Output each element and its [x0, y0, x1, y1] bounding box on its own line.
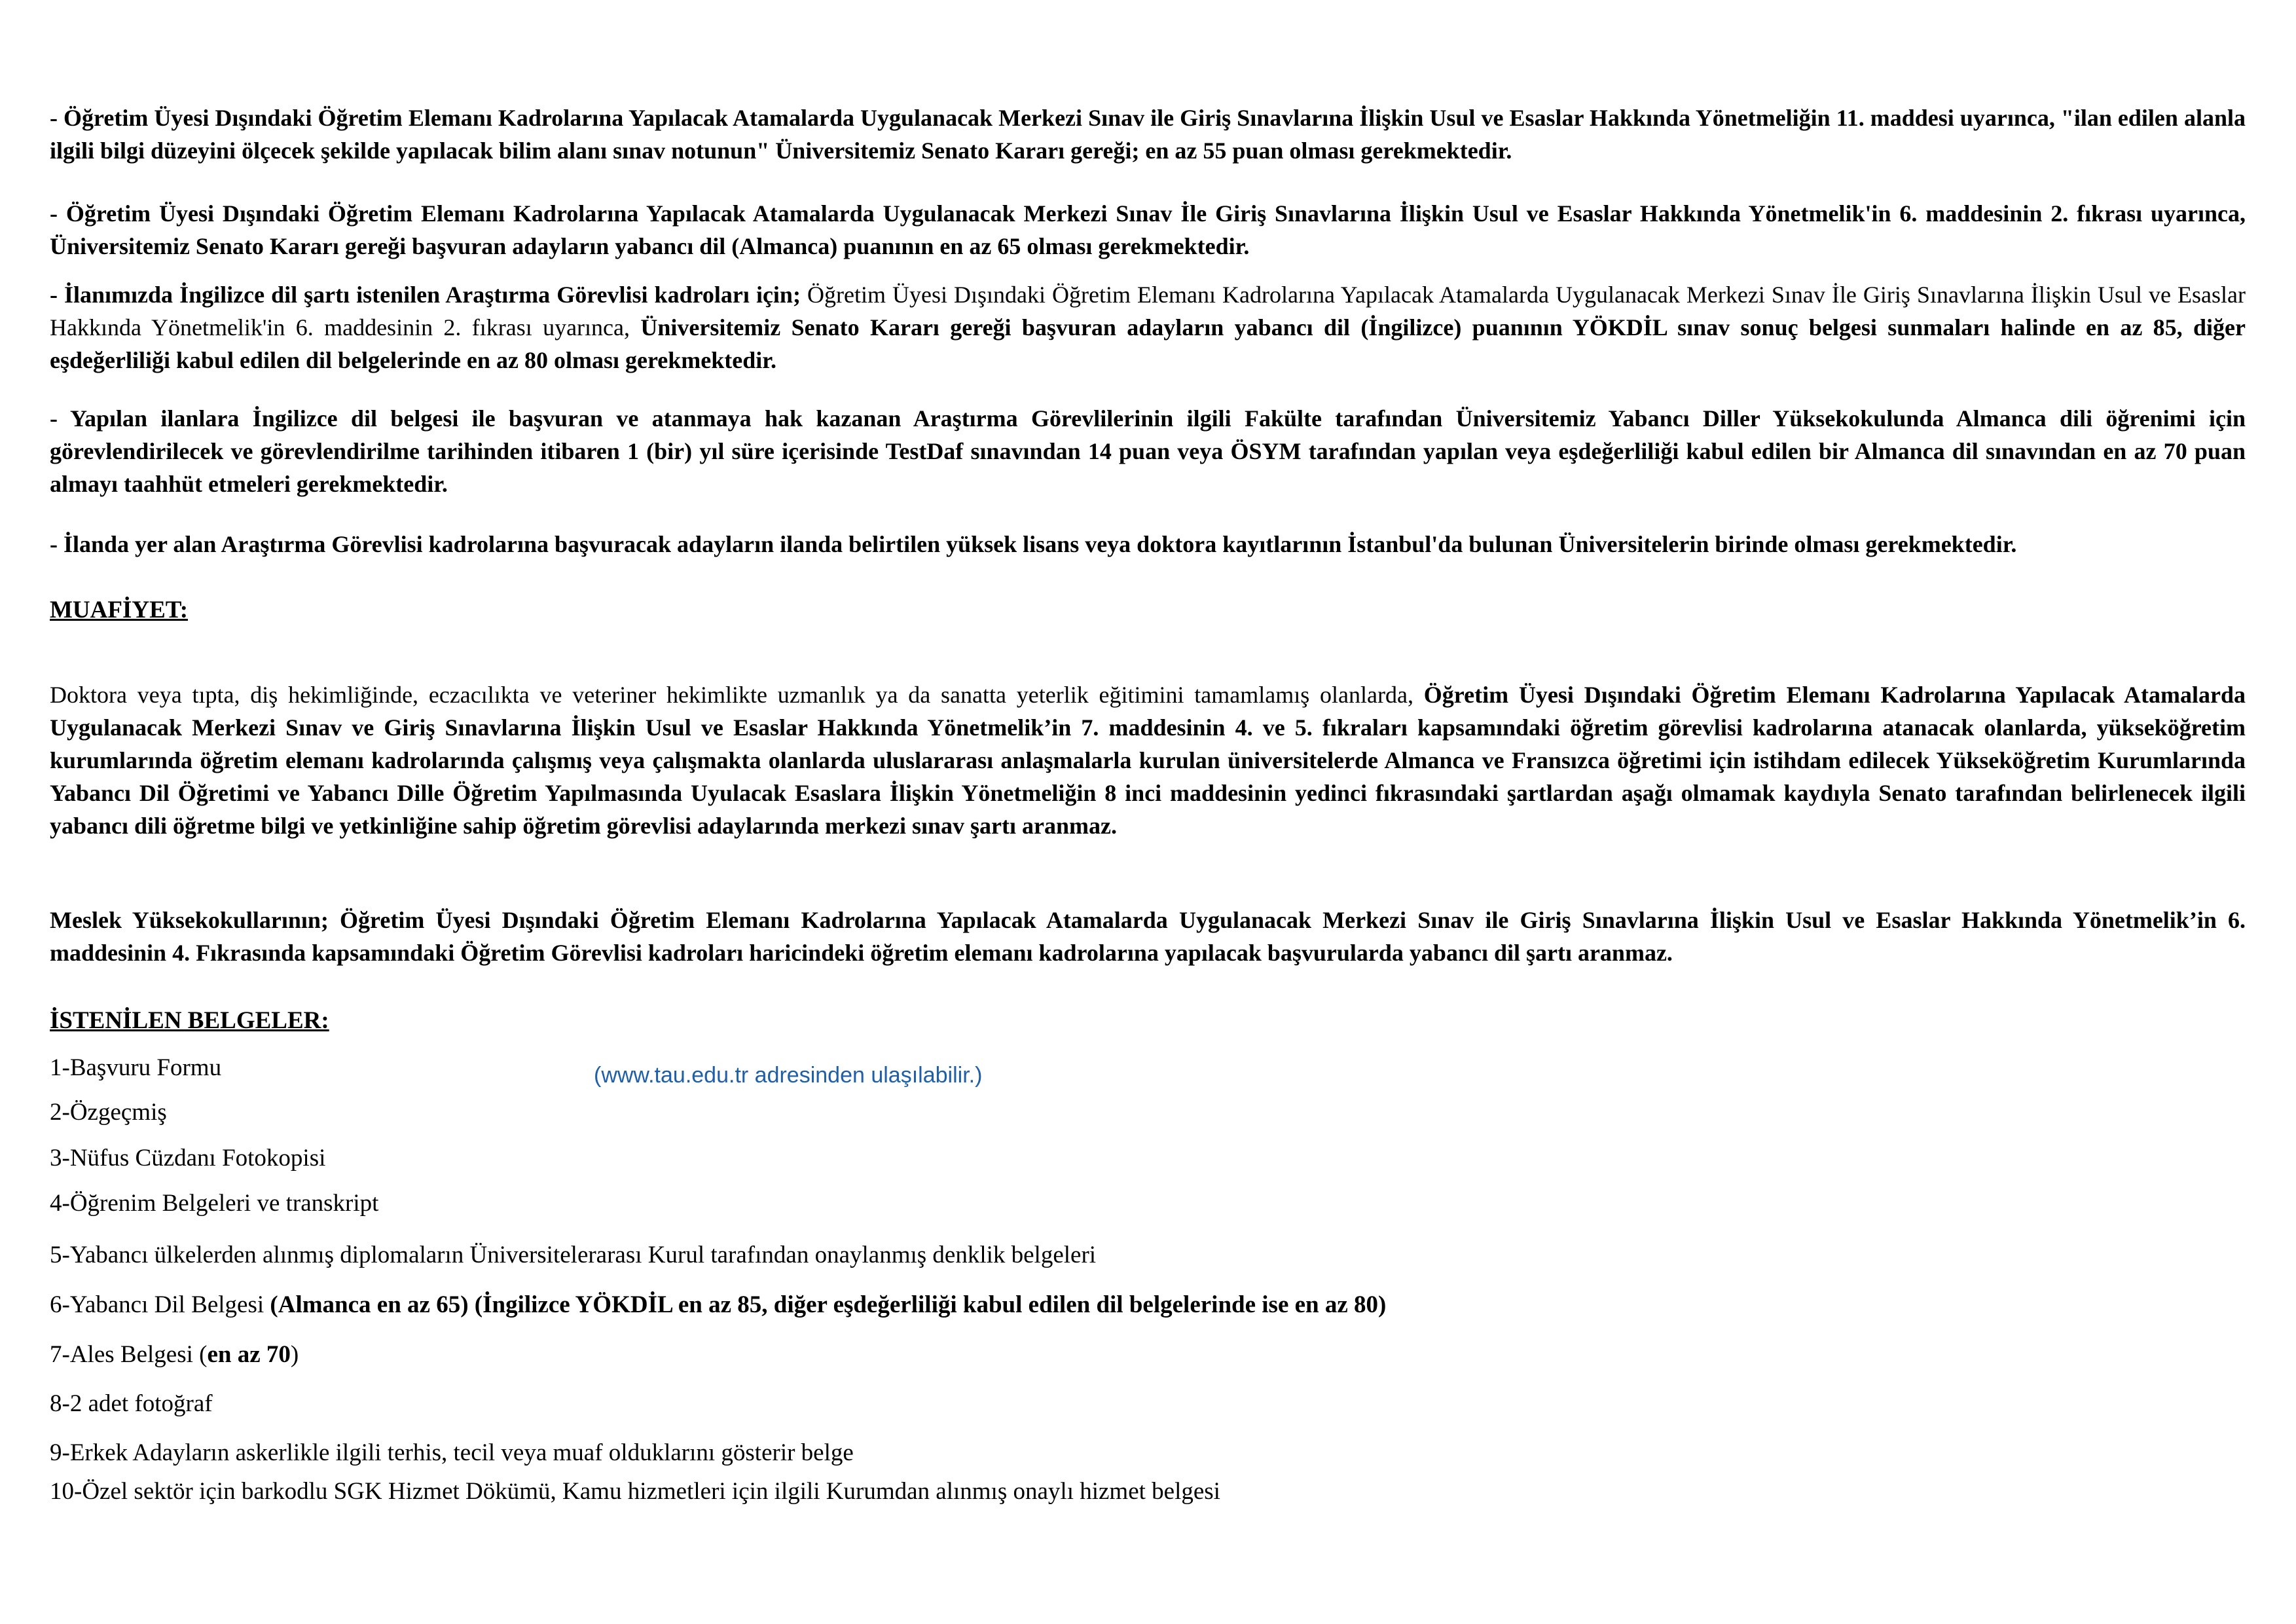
website-link-note[interactable]: (www.tau.edu.tr adresinden ulaşılabilir.): [594, 1063, 983, 1088]
paragraph-ingilizce-sart: [50, 278, 2246, 377]
ingilizce-sart-requirement: Üniversitemiz Senato Kararı gereği başvuran adayların yabancı dil (İngilizce) puanının YÖKDİL sınav sonuç belgesi sunmaları halinde en az 85, diğer eşdeğerliliği kabul edilen dil belgelerinde en az 80 olması gerekmektedir.: [50, 314, 2246, 373]
paragraph-bilim-alani-sinav: - Öğretim Üyesi Dışındaki Öğretim Elemanı Kadrolarına Yapılacak Atamalarda Uygulanacak Merkezi Sınav ile Giriş Sınavlarına İlişkin Usul ve Esaslar Hakkında Yönetmeliğin 11. maddesi uyarınca, "ilan edilen alanla ilgili bilgi düzeyini ölçecek şekilde yapılacak bilim alanı sınav notunun" Üniversitemiz Senato Kararı gereği; en az 55 puan olması gerekmektedir.: [50, 105, 2246, 164]
muafiyet-doktora-detail: Öğretim Üyesi Dışındaki Öğretim Elemanı Kadrolarına Yapılacak Atamalarda Uygulanacak Merkezi Sınav ve Giriş Sınavlarına İlişkin Usul ve Esaslar Hakkında Yönetmelik’in 7. maddesinin 4. ve 5. fıkraları kapsamındaki öğretim görevlisi kadrolarına atanacak olanlarda, yükseköğretim kurumlarında öğretim elemanı kadrolarında çalışmış veya çalışmakta olanlarda uluslararası anlaşmalarla kurulan üniversitelerde Almanca ve Fransızca öğretimi için istihdam edilecek Yükseköğretim Kurumlarında Yabancı Dil Öğretimi ve Yabancı Dille Öğretim Yapılmasında Uyulacak Esaslara İlişkin Yönetmeliğin 8 inci maddesinin yedinci fıkrasındaki şartlardan aşağı olmamak kaydıyla Senato tarafından belirlenecek ilgili yabancı dili öğretme bilgi ve yetkinliğine sahip öğretim görevlisi adaylarında merkezi sınav şartı aranmaz.: [50, 682, 2246, 839]
paragraph-muafiyet-doktora: [50, 678, 2246, 842]
paragraph-istanbul-kayit: - İlanda yer alan Araştırma Görevlisi kadrolarına başvuracak adayların ilanda belirtilen yüksek lisans veya doktora kayıtlarının İstanbul'da bulunan Üniversitelerin birinde olması gerekmektedir.: [50, 531, 2017, 557]
ales-close: ): [290, 1341, 299, 1368]
document-item-nufus-cuzdani: 3-Nüfus Cüzdanı Fotokopisi: [50, 1145, 326, 1172]
ingilizce-sart-intro: - İlanımızda İngilizce dil şartı istenilen Araştırma Görevlisi kadroları için;: [50, 282, 801, 308]
document-item-ozgecmis: 2-Özgeçmiş: [50, 1099, 167, 1126]
heading-muafiyet: MUAFİYET:: [50, 597, 189, 623]
yabanci-dil-scores: (Almanca en az 65) (İngilizce YÖKDİL en az 85, diğer eşdeğerliliği kabul edilen dil belgelerinde ise en az 80): [270, 1291, 1387, 1318]
yabanci-dil-label: 6-Yabancı Dil Belgesi: [50, 1291, 270, 1318]
document-item-ogrenim-belgeleri: 4-Öğrenim Belgeleri ve transkript: [50, 1190, 379, 1217]
document-item-fotograf: 8-2 adet fotoğraf: [50, 1390, 213, 1417]
ales-label: 7-Ales Belgesi (: [50, 1341, 208, 1368]
muafiyet-doktora-intro: Doktora veya tıpta, diş hekimliğinde, eczacılıkta ve veteriner hekimlikte uzmanlık ya da sanatta yeterlik eğitimini tamamlamış olanlarda,: [50, 682, 1424, 708]
ales-score: en az 70: [207, 1341, 291, 1368]
document-item-yabanci-dil: [50, 1289, 1386, 1321]
document-item-basvuru-formu: 1-Başvuru Formu: [50, 1054, 222, 1081]
paragraph-almanca-puan: - Öğretim Üyesi Dışındaki Öğretim Elemanı Kadrolarına Yapılacak Atamalarda Uygulanacak Merkezi Sınav İle Giriş Sınavlarına İlişkin Usul ve Esaslar Hakkında Yönetmelik'in 6. maddesinin 2. fıkrası uyarınca, Üniversitemiz Senato Kararı gereği başvuran adayların yabancı dil (Almanca) puanının en az 65 olması gerekmektedir.: [50, 200, 2246, 259]
paragraph-meslek-yuksekokullari: Meslek Yüksekokullarının; Öğretim Üyesi Dışındaki Öğretim Elemanı Kadrolarına Yapılacak Atamalarda Uygulanacak Merkezi Sınav ile Giriş Sınavlarına İlişkin Usul ve Esaslar Hakkında Yönetmelik’in 6. maddesinin 4. Fıkrasında kapsamındaki Öğretim Görevlisi kadroları haricindeki öğretim elemanı kadrolarına yapılacak başvurularda yabancı dil şartı aranmaz.: [50, 907, 2246, 966]
document-item-askerlik: 9-Erkek Adayların askerlikle ilgili terhis, tecil veya muaf olduklarını gösterir belge: [50, 1439, 854, 1466]
document-item-ales: [50, 1338, 299, 1371]
ingilizce-sart-regulation: Öğretim Üyesi Dışındaki Öğretim Elemanı Kadrolarına Yapılacak Atamalarda Uygulanacak Merkezi Sınav İle Giriş Sınavlarına İlişkin Usul ve Esaslar Hakkında Yönetmelik'in 6. maddesinin 2. fıkrası uyarınca,: [50, 282, 2246, 341]
document-item-denklik: 5-Yabancı ülkelerden alınmış diplomaların Üniversitelerarası Kurul tarafından onaylanmış denklik belgeleri: [50, 1242, 1097, 1268]
document-item-hizmet-belgesi: 10-Özel sektör için barkodlu SGK Hizmet Dökümü, Kamu hizmetleri için ilgili Kurumdan alınmış onaylı hizmet belgesi: [50, 1478, 1220, 1505]
paragraph-almanca-ogrenimi: - Yapılan ilanlara İngilizce dil belgesi ile başvuran ve atanmaya hak kazanan Araştırma Görevlilerinin ilgili Fakülte tarafından Üniversitemiz Yabancı Diller Yüksekokulunda Almanca dili öğrenimi için görevlendirilecek ve görevlendirilme tarihinden itibaren 1 (bir) yıl süre içerisinde TestDaf sınavından 14 puan veya ÖSYM tarafından yapılan veya eşdeğerliliği kabul edilen bir Almanca dil sınavından en az 70 puan almayı taahhüt etmeleri gerekmektedir.: [50, 405, 2246, 497]
heading-istenilen-belgeler: İSTENİLEN BELGELER:: [50, 1007, 329, 1034]
